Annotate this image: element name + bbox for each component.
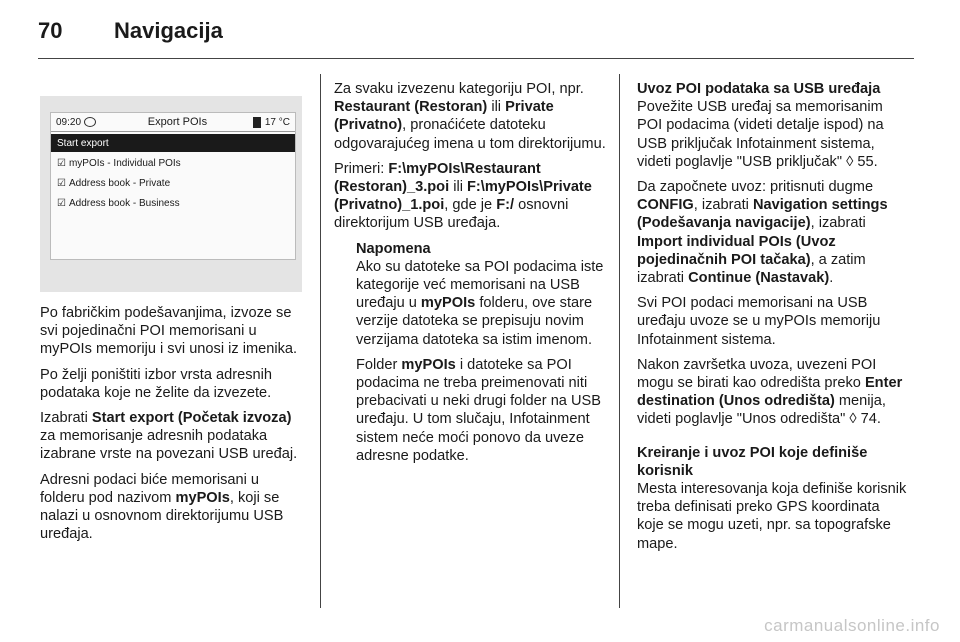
paragraph: Za svaku izvezenu kategoriju POI, npr. Restaurant (Restoran) ili Private (Privatno), pronaćićete datoteku odgovarajućeg imena u tom direktorijumu. xyxy=(334,81,606,152)
section-heading: Kreiranje i uvoz POI koje definiše korisnik xyxy=(637,444,868,479)
page-title: Navigacija xyxy=(114,18,223,43)
checkbox-icon: ☑ xyxy=(57,157,66,169)
paragraph: Primeri: F:\myPOIs\Restaurant (Restoran)_3.poi ili F:\myPOIs\Private (Privatno)_1.poi, gde je F:/ osnovni direktorijum USB uređaja. xyxy=(334,160,592,232)
column-3 xyxy=(637,80,907,560)
display-status-bar xyxy=(51,113,295,132)
paragraph: Mesta interesovanja koja definiše korisnik treba definisati preko GPS koordinata koje se mogu uzeti, npr. sa topografske mape. xyxy=(637,481,907,552)
paragraph: Svi POI podaci memorisani na USB uređaju uvoze se u myPOIs memoriju Infotainment sistema. xyxy=(637,295,881,348)
infotainment-screenshot xyxy=(40,96,302,292)
menu-item-label: Start export xyxy=(57,137,109,149)
column-divider xyxy=(320,74,321,608)
column-2 xyxy=(334,80,606,472)
paragraph: Nakon završetka uvoza, uvezeni POI mogu se birati kao odredišta preko Enter destination (Unos odredišta) menija, videti poglavlje "Unos odredišta" ◊ 74. xyxy=(637,356,903,428)
display-temperature: 17 °C xyxy=(264,116,290,128)
note-paragraph: Ako su datoteke sa POI podacima iste kategorije već memorisani na USB uređaju u myPOIs folderu, ove stare verzije datoteka se prepisuju novim verzijama datoteka sa istim imenom. xyxy=(356,258,604,348)
column-1 xyxy=(40,304,306,550)
display-title: Export POIs xyxy=(147,116,208,128)
menu-item-mypois xyxy=(51,154,295,172)
page-header xyxy=(38,18,223,44)
note-box xyxy=(356,240,606,465)
checkbox-icon: ☑ xyxy=(57,177,66,189)
paragraph: Povežite USB uređaj sa memorisanim POI podacima (videti detalje ispod) na USB priključak Infotainment sistema, videti poglavlje "USB priključak" ◊ 55. xyxy=(637,99,884,170)
menu-item-address-private xyxy=(51,174,295,192)
paragraph: Izabrati Start export (Početak izvoza) za memorisanje adresnih podataka izabrane vrste na povezani USB uređaj. xyxy=(40,410,298,463)
display-time: 09:20 xyxy=(56,116,82,128)
infotainment-display xyxy=(50,112,296,260)
back-icon xyxy=(84,117,96,127)
note-paragraph: Folder myPOIs i datoteke sa POI podacima ne treba preimenovati niti prebacivati u neki drugi folder na USB uređaju. U tom slučaju, Infotainment sistem neće moći ponovo da uveze adresne podatke. xyxy=(356,356,601,464)
watermark: carmanualsonline.info xyxy=(764,616,940,635)
header-rule xyxy=(38,58,914,59)
menu-item-address-business xyxy=(51,194,295,212)
menu-item-label: Address book - Private xyxy=(68,177,171,189)
menu-item-start-export xyxy=(51,134,295,152)
phone-icon xyxy=(253,117,261,128)
column-divider xyxy=(619,74,620,608)
paragraph: Da započnete uvoz: pritisnuti dugme CONFIG, izabrati Navigation settings (Podešavanja navigacije), izabrati Import individual POIs (Uvoz pojedinačnih POI tačaka), a zatim izabrati Continue (Nastavak). xyxy=(637,179,888,287)
paragraph: Po želji poništiti izbor vrsta adresnih podataka koje ne želite da izvezete. xyxy=(40,366,272,401)
note-title: Napomena xyxy=(356,240,431,257)
menu-item-label: Address book - Business xyxy=(68,197,180,209)
section-heading: Uvoz POI podataka sa USB uređaja xyxy=(637,81,881,97)
paragraph: Po fabričkim podešavanjima, izvoze se svi pojedinačni POI memorisani u myPOIs memoriju i svi unosi iz imenika. xyxy=(40,305,298,358)
menu-item-label: myPOIs - Individual POIs xyxy=(68,157,181,169)
paragraph: Adresni podaci biće memorisani u folderu pod nazivom myPOIs, koji se nalazi u osnovnom direktorijumu USB uređaja. xyxy=(40,471,284,543)
page-number: 70 xyxy=(38,18,63,43)
checkbox-icon: ☑ xyxy=(57,197,66,209)
